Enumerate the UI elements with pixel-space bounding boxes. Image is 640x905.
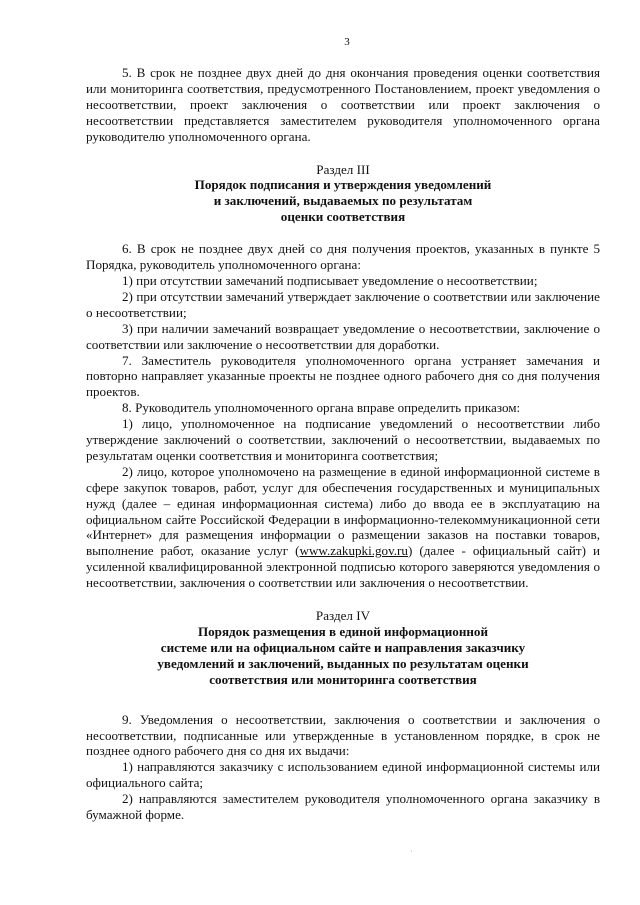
paragraph-7: 7. Заместитель руководителя уполномоченного органа устраняет замечания и повторно направляет указанные проекты не позднее одного рабочего дня со дня получения проектов. xyxy=(86,352,600,400)
section-3-title-line: и заключений, выдаваемых по результатам xyxy=(213,193,473,209)
paragraph-6-item-2: 2) при отсутствии замечаний утверждает заключение о соответствии или заключение о несоответствии; xyxy=(86,288,600,320)
section-3-title-line: Порядок подписания и утверждения уведомлений xyxy=(194,177,492,193)
paragraph-5: 5. В срок не позднее двух дней до дня окончания проведения оценки соответствия или мониторинга соответствия, предусмотренного Постановлением, проект уведомления о несоответствии, проект заключения о соответствии или проект заключения о несоответствии представляется заместителем руководителя уполномоченного органа руководителю уполномоченного органа. xyxy=(86,65,600,144)
paragraph-8-item-1: 1) лицо, уполномоченное на подписание уведомлений о несоответствии либо утверждение заключений о соответствии, заключений о несоответствии, выдаваемых по результатам оценки соответствия и мониторинга соответствия; xyxy=(86,416,600,463)
section-4-label: Раздел IV xyxy=(315,608,371,624)
paragraph-9: 9. Уведомления о несоответствии, заключения о соответствии и заключения о несоответствии, подписанные или утвержденные в установленном порядке, в срок не позднее одного рабочего дня со дня их выдачи: xyxy=(86,711,600,759)
section-4-title-line: системе или на официальном сайте и направления заказчику xyxy=(160,639,526,655)
section-3-label: Раздел III xyxy=(316,161,370,177)
section-3-title-line: оценки соответствия xyxy=(280,209,406,225)
section-4-title-line: Порядок размещения в единой информационной xyxy=(197,624,489,639)
paragraph-6-item-1: 1) при отсутствии замечаний подписывает уведомление о несоответствии; xyxy=(122,272,538,288)
paragraph-8-item-2-text-end: ) (далее - официальный сайт) и усиленной квалифицированной электронной подписью которого заверяются уведомления о несоответствии, заключения о соответствии или заключения о несоответствии. xyxy=(86,543,601,591)
paragraph-9-item-1: 1) направляются заказчику с использованием единой информационной системы или официального сайта; xyxy=(86,759,600,791)
section-4-title-line: уведомлений и заключений, выданных по результатам оценки xyxy=(157,655,529,671)
page-number: 3 xyxy=(344,36,350,48)
paragraph-8-item-2 xyxy=(86,464,600,591)
scan-dot-mark: · xyxy=(410,847,413,856)
paragraph-6: 6. В срок не позднее двух дней со дня получения проектов, указанных в пункте 5 Порядка, руководитель уполномоченного органа: xyxy=(86,241,600,273)
zakupki-link[interactable]: www.zakupki.gov.ru xyxy=(299,543,408,559)
section-4-title-line: соответствия или мониторинга соответствия xyxy=(209,671,477,687)
paragraph-9-item-2: 2) направляются заместителем руководителя уполномоченного органа заказчику в бумажной форме. xyxy=(86,791,600,823)
paragraph-6-item-3: 3) при наличии замечаний возвращает уведомление о несоответствии, заключение о соответствии или заключение о несоответствии для доработки. xyxy=(86,320,600,352)
paragraph-8: 8. Руководитель уполномоченного органа вправе определить приказом: xyxy=(122,400,521,416)
paragraph-8-item-2-text: 2) лицо, которое уполномочено на размещение в единой информационной системе в сфере закупок товаров, работ, услуг для обеспечения государственных и муниципальных нужд (далее – единая информационная система) либо до ввода ее в эксплуатацию на официальном сайте Российской Федерации в информационно-телекоммуникационной сети «Интернет» для размещения информации о размещении заказов на поставки товаров, выполнение работ, оказание услуг ( xyxy=(86,463,600,559)
section-4-title xyxy=(86,624,600,688)
section-3-title xyxy=(86,177,600,225)
